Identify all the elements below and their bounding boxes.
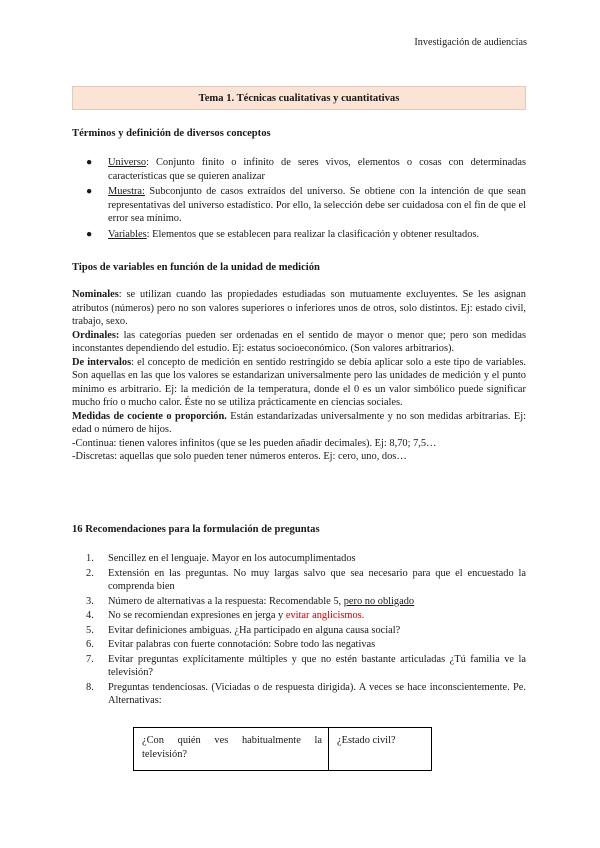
definition-ordinales: las categorías pueden ser ordenadas en el sentido de mayor o menor que; pero son medidas inconstantes dependiendo del estudio. Ej: estatus socioeconómico. (Son valores arbitrarios). [72,329,526,355]
paragraph-intervalos [72,356,526,410]
section-heading-variables: Tipos de variables en función de la unidad de medición [72,262,320,273]
item-text: Número de alternativas a la respuesta: Recomendable 5, [108,595,344,607]
section-heading-recommendations: 16 Recomendaciones para la formulación de preguntas [72,524,320,535]
term-nominales: Nominales [72,289,119,300]
item-number: 5. [86,624,94,636]
item-text: Preguntas tendenciosas. (Viciadas o de respuesta dirigida). A veces se hace inconscientemente. Pe. Alternativas: [108,681,526,707]
list-item [72,609,526,623]
item-text: Evitar definiciones ambiguas. ¿Ha participado en alguna causa social? [108,624,401,636]
section-heading-terms: Términos y definición de diversos conceptos [72,128,271,139]
list-item [72,638,526,652]
alternatives-table [133,727,432,771]
list-item [72,552,526,566]
terms-list [72,156,526,243]
term-separator: : [146,157,156,168]
paragraph-nominales [72,288,526,329]
bullet-icon: ● [86,228,93,240]
paragraph-continua: -Continua: tienen valores infinitos (que se les pueden añadir decimales). Ej: 8,70; 7,5… [72,437,437,449]
table-cell: ¿Con quién ves habitualmente la televisión? [134,728,329,771]
definition-nominales: : se utilizan cuando las propiedades estudiadas son mutuamente excluyentes. Se les asignan atributos (números) pero no son valores superiores o inferiores unos de otros, solo distintos. Ej: estado civil, trabajo, sexo. [72,289,526,328]
item-number: 3. [86,595,94,607]
list-item [72,595,526,609]
term-label: Universo [108,157,147,168]
list-item [72,653,526,680]
term-cociente: Medidas de cociente o proporción. [72,410,227,422]
item-text: Evitar preguntas explícitamente múltiples y que no estén bastante articuladas ¿Tú familia ve la televisión? [108,653,526,679]
paragraph-discretas: -Discretas: aquellas que solo pueden tener números enteros. Ej: cero, uno, dos… [72,451,407,463]
paragraph-ordinales [72,329,526,356]
term-ordinales: Ordinales: [72,329,120,341]
table-row [134,728,432,771]
highlighted-text: evitar anglicismos. [285,610,365,622]
item-number: 6. [86,639,94,651]
list-item [72,681,526,708]
item-text: Sencillez en el lenguaje. Mayor en los autocumplimentados [108,553,356,564]
item-text: No se recomiendan expresiones en jerga y [108,610,286,622]
term-separator: : [146,228,153,240]
paragraph-cociente [72,410,526,437]
item-text: Extensión en las preguntas. No muy largas salvo que sea necesario para que el encuestado la comprenda bien [108,567,526,593]
term-definition: Conjunto finito o infinito de seres vivos, elementos o cosas con determinadas características que se quieren analizar [108,157,526,182]
item-number: 1. [86,553,94,564]
item-number: 7. [86,653,94,665]
term-label: Muestra: [108,186,145,198]
list-item [72,228,526,242]
term-label: Variables [108,228,147,240]
term-definition: Subconjunto de casos extraídos del universo. Se obtiene con la intención de que sean representativas del universo estadístico. Por ello, la selección debe ser cuidadosa con el fin de que el error sea mínimo. [108,186,526,225]
recommendations-list [72,552,526,709]
definition-intervalos: : el concepto de medición en sentido restringido se debía aplicar solo a este tipo de variables. Son aquellas en las que los valores se estandarizan universalmente pero las unidades de medición y el punto mínimo es arbitrario. Ej: la medición de la temperatura, donde el 0 es un valor simbólico puede significar mucho frío o mucho calor. Éste no se utiliza prácticamente en ciencias sociales. [72,356,526,409]
item-number: 2. [86,567,94,579]
item-number: 8. [86,681,94,693]
item-text: Evitar palabras con fuerte connotación: Sobre todo las negativas [108,639,376,651]
item-number: 4. [86,610,94,622]
definition-cociente: Están estandarizadas universalmente y no son medidas arbitrarias. Ej: edad o número de hijos. [72,410,527,436]
list-item [72,185,526,226]
bullet-icon: ● [86,186,93,198]
topic-title: Tema 1. Técnicas cualitativas y cuantitativas [72,86,526,110]
bullet-icon: ● [86,157,93,168]
list-item [72,567,526,594]
underlined-text: pero no obligado [343,595,415,607]
variables-text [72,288,526,464]
term-intervalos: De intervalos [72,356,132,368]
table-cell: ¿Estado civil? [329,728,432,771]
term-definition: Elementos que se establecen para realizar la clasificación y obtener resultados. [152,228,480,240]
list-item [72,156,526,183]
running-header: Investigación de audiencias [414,37,527,48]
list-item [72,624,526,638]
